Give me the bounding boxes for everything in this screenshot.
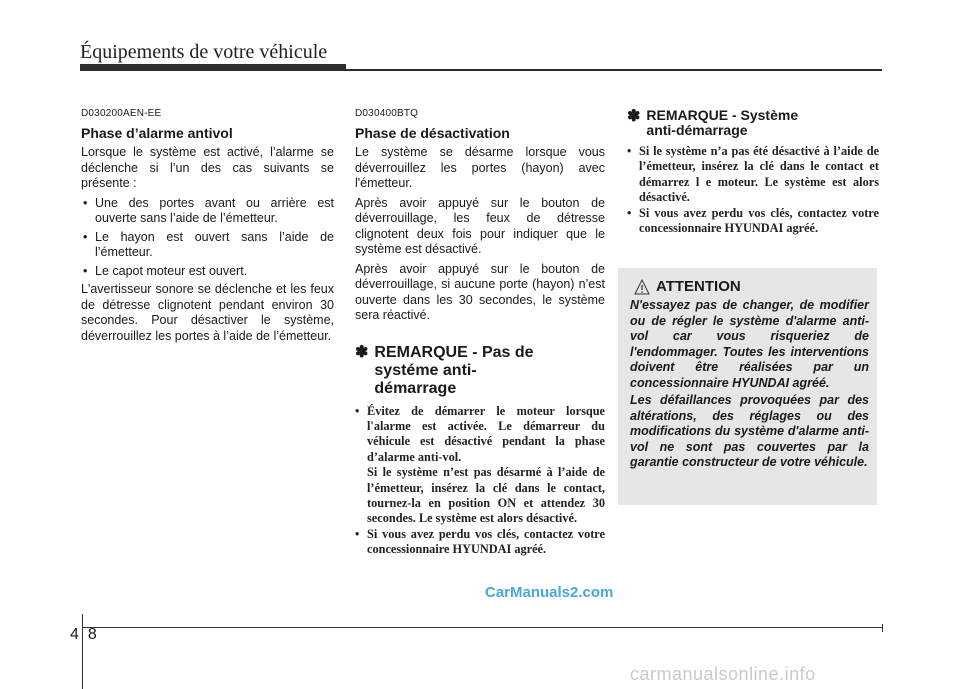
- watermark-logo[interactable]: CarManuals2.com: [485, 584, 614, 601]
- note-list: [627, 144, 879, 236]
- note-mark-icon: ✽: [627, 108, 641, 125]
- note-title-text: REMARQUE - Système anti-démarrage: [646, 107, 799, 138]
- note-title-text: REMARQUE - Pas de systéme anti- démarrage: [374, 343, 534, 397]
- attention-title-text: ATTENTION: [656, 278, 741, 295]
- warning-triangle-icon: [634, 279, 650, 295]
- header-bar: [80, 64, 346, 71]
- paragraph: Après avoir appuyé sur le bouton de déverrouillage, si aucune porte (hayon) n’est ouverte dans les 30 secondes, le système sera réactivé.: [355, 261, 605, 322]
- footer-rule: [83, 627, 883, 628]
- page-number: 48: [70, 626, 106, 643]
- note-mark-icon: ✽: [355, 343, 369, 361]
- list-item: • Si vous avez perdu vos clés, contactez votre concessionnaire HYUNDAI agréé.: [627, 206, 879, 237]
- paragraph: Le système se désarme lorsque vous déverrouillez les portes (hayon) avec l'émetteur.: [355, 145, 605, 190]
- header-rule: [346, 69, 882, 71]
- attention-paragraph: Les défaillances provoquées par des altérations, des réglages ou des modifications du système d'alarme anti-vol ne sont pas couvertes par la garantie constructeur de votre véhicule.: [630, 393, 869, 469]
- section-code: D030200AEN-EE: [81, 108, 162, 119]
- outro-paragraph: L'avertisseur sonore se déclenche et les feux de détresse clignotent pendant environ 30 secondes. Pour désactiver le système, déverrouillez les portes à l’aide de l’émetteur.: [81, 282, 334, 343]
- list-item: • Si vous avez perdu vos clés, contactez votre concessionnaire HYUNDAI agréé.: [355, 527, 605, 558]
- footer-mark: [882, 624, 883, 632]
- intro-paragraph: Lorsque le système est activé, l’alarme se déclenche si l’un des cas suivants se présente :: [81, 145, 334, 190]
- attention-paragraph: N'essayez pas de changer, de modifier ou de régler le système d'alarme anti-vol car vous risqueriez de l'endommager. Toutes les interventions doivent être réalisées par un concessionnaire HYUNDAI agréé.: [630, 298, 869, 390]
- list-item: • Le capot moteur est ouvert.: [81, 264, 334, 280]
- section-heading: Phase de désactivation: [355, 125, 510, 141]
- attention-box: [618, 268, 877, 505]
- list-item: • Évitez de démarrer le moteur lorsque l'alarme est activée. Le démarreur du véhicule est désactivé pendant la phase d’alarme anti-vol. Si le système n’est pas désarmé à l’aide de l’émetteur, insérez la clé dans le contact, tournez-la en position ON et attendez 30 secondes. Le système est alors désactivé.: [355, 404, 605, 527]
- site-watermark: carmanualsonline.info: [630, 664, 816, 684]
- list-item: • Une des portes avant ou arrière est ouverte sans l’aide de l’émetteur.: [81, 196, 334, 227]
- list-item: • Le hayon est ouvert sans l’aide de l’émetteur.: [81, 230, 334, 261]
- list-item: • Si le système n’a pas été désactivé à l’aide de l’émetteur, insérez la clé dans le contact et démarrez l e moteur. Le système est alors désactivé.: [627, 144, 879, 206]
- column-deactivation: [355, 108, 605, 558]
- section-heading: Phase d’alarme antivol: [81, 125, 233, 141]
- note-title: [627, 108, 879, 138]
- header-title: Équipements de votre véhicule: [80, 41, 328, 63]
- attention-body: [630, 298, 869, 473]
- note-list: [355, 404, 605, 558]
- note-title: [355, 344, 605, 398]
- paragraph: Après avoir appuyé sur le bouton de déverrouillage, les feux de détresse clignotent deux fois pour indiquer que le système est désactivé.: [355, 195, 605, 256]
- column-immobilizer-note: [627, 108, 879, 236]
- trigger-list: [81, 196, 334, 280]
- column-alarm-phase: [81, 108, 334, 348]
- section-code: D030400BTQ: [355, 108, 419, 119]
- attention-title: [634, 278, 741, 295]
